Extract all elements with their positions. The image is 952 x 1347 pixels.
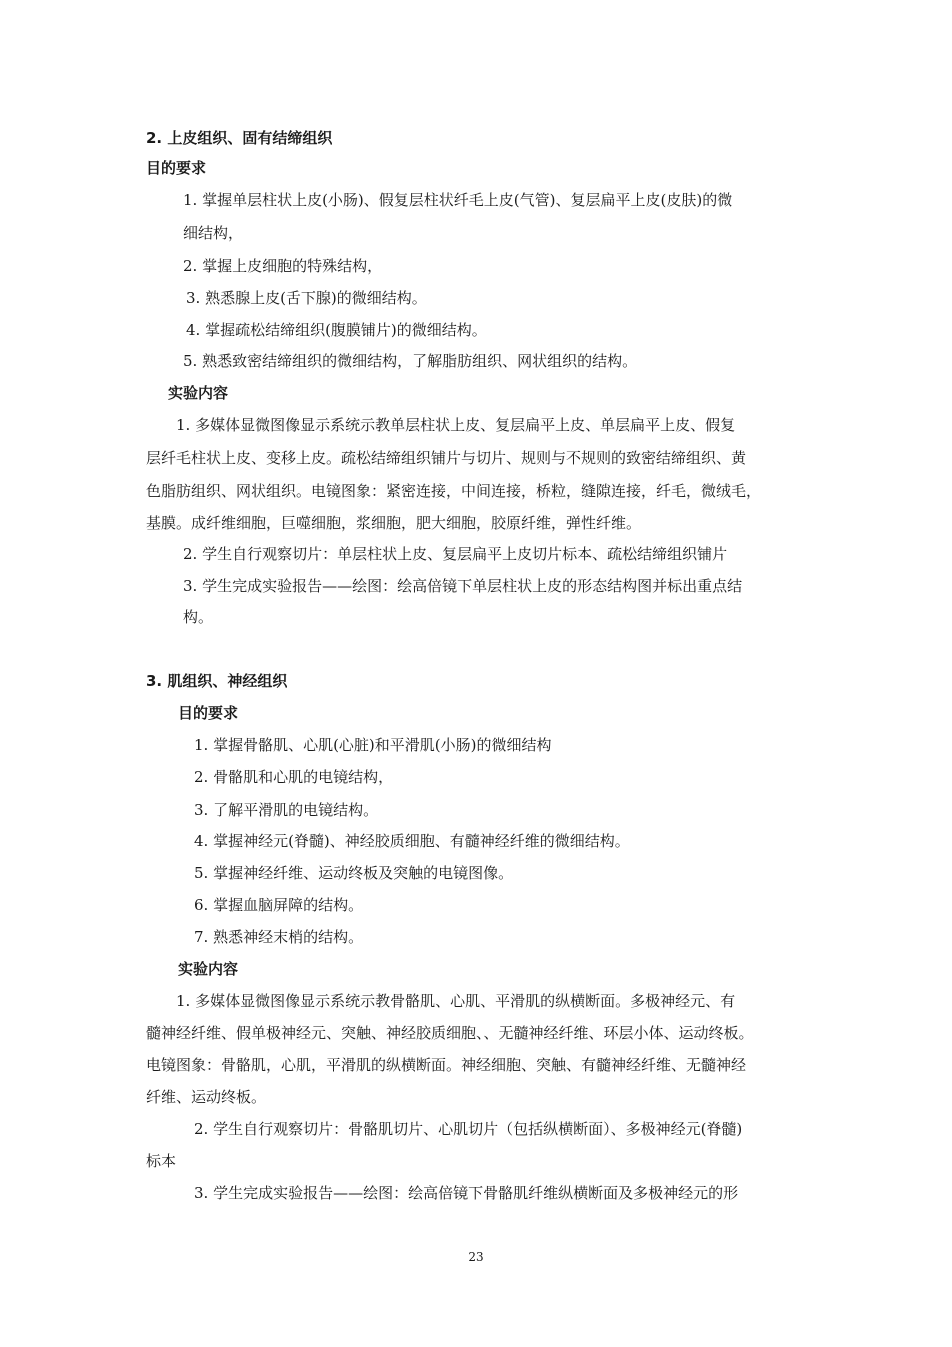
section-2-content-line: 基膜。成纤维细胞，巨噬细胞，浆细胞，肥大细胞，胶原纤维，弹性纤维。 <box>146 514 642 532</box>
section-3-content-line: 1. 多媒体显微图像显示系统示教骨骼肌、心肌、平滑肌的纵横断面。多极神经元、有 <box>176 992 736 1010</box>
section-3-content-line: 标本 <box>146 1152 177 1170</box>
section-2-objective-line: 4. 掌握疏松结缔组织(腹膜铺片)的微细结构。 <box>186 321 487 339</box>
section-3-objective-line: 3. 了解平滑肌的电镜结构。 <box>194 801 379 819</box>
section-2-content-line: 构。 <box>183 608 214 626</box>
section-3-content-line: 纤维、运动终板。 <box>146 1088 267 1106</box>
section-3-objective-line: 7. 熟悉神经末梢的结构。 <box>194 928 364 946</box>
section-2-objective-line: 2. 掌握上皮细胞的特殊结构， <box>183 257 383 275</box>
section-3-objective-line: 6. 掌握血脑屏障的结构。 <box>194 896 364 914</box>
section-2-objective-line: 3. 熟悉腺上皮(舌下腺)的微细结构。 <box>186 289 427 307</box>
section-2-objectives-title: 目的要求 <box>146 159 207 177</box>
page-number: 23 <box>468 1250 484 1264</box>
section-2-content-line: 色脂肪组织、网状组织。电镜图象：紧密连接，中间连接，桥粒，缝隙连接，纤毛，微绒毛， <box>146 482 762 500</box>
section-3-objective-line: 1. 掌握骨骼肌、心肌(心脏)和平滑肌(小肠)的微细结构 <box>194 736 552 754</box>
section-3-content-line: 2. 学生自行观察切片：骨骼肌切片、心肌切片（包括纵横断面）、多极神经元(脊髓) <box>194 1120 743 1138</box>
section-3-content-title: 实验内容 <box>178 960 239 978</box>
section-2-objective-line: 5. 熟悉致密结缔组织的微细结构，了解脂肪组织、网状组织的结构。 <box>183 352 638 370</box>
section-2-heading: 2. 上皮组织、固有结缔组织 <box>146 129 333 147</box>
section-2-objective-line: 1. 掌握单层柱状上皮(小肠)、假复层柱状纤毛上皮(气管)、复层扁平上皮(皮肤)的微 <box>183 191 733 209</box>
section-3-objective-line: 2. 骨骼肌和心肌的电镜结构， <box>194 768 394 786</box>
section-3-heading: 3. 肌组织、神经组织 <box>146 672 288 690</box>
section-2-content-line: 1. 多媒体显微图像显示系统示教单层柱状上皮、复层扁平上皮、单层扁平上皮、假复 <box>176 416 736 434</box>
section-3-content-line: 3. 学生完成实验报告——绘图：绘高倍镜下骨骼肌纤维纵横断面及多极神经元的形 <box>194 1184 739 1202</box>
section-3-objective-line: 4. 掌握神经元(脊髓)、神经胶质细胞、有髓神经纤维的微细结构。 <box>194 832 630 850</box>
section-3-objectives-title: 目的要求 <box>178 704 239 722</box>
section-3-objective-line: 5. 掌握神经纤维、运动终板及突触的电镜图像。 <box>194 864 514 882</box>
section-2-content-line: 3. 学生完成实验报告——绘图：绘高倍镜下单层柱状上皮的形态结构图并标出重点结 <box>183 577 743 595</box>
section-3-content-line: 电镜图象：骨骼肌，心肌，平滑肌的纵横断面。神经细胞、突触、有髓神经纤维、无髓神经 <box>146 1056 747 1074</box>
section-2-objective-line: 细结构， <box>183 224 244 242</box>
section-2-content-title: 实验内容 <box>168 384 229 402</box>
section-3-content-line: 髓神经纤维、假单极神经元、突触、神经胶质细胞、、无髓神经纤维、环层小体、运动终板。 <box>146 1024 754 1042</box>
section-2-content-line: 层纤毛柱状上皮、变移上皮。疏松结缔组织铺片与切片、规则与不规则的致密结缔组织、黄 <box>146 449 747 467</box>
section-2-content-line: 2. 学生自行观察切片：单层柱状上皮、复层扁平上皮切片标本、疏松结缔组织铺片 <box>183 545 728 563</box>
